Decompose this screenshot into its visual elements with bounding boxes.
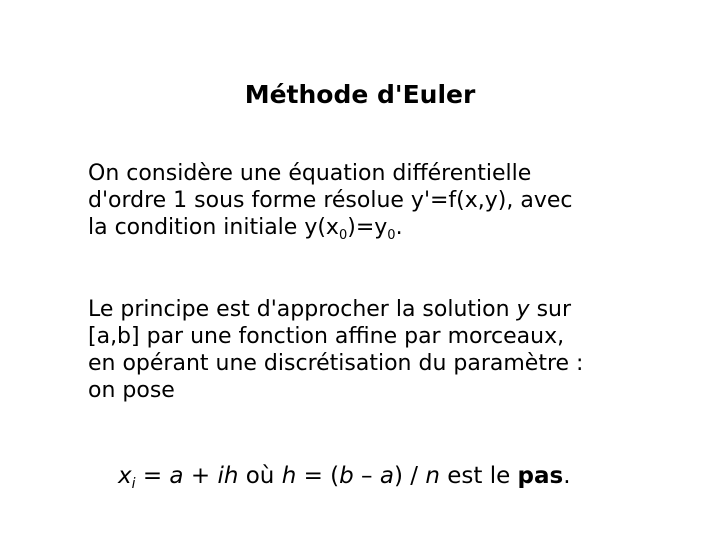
formula-i-subscript: i [131,476,136,492]
principle-text-b: sur [529,297,572,322]
x0-subscript: 0 [338,228,348,243]
formula-est-le: est le [439,463,518,489]
formula-period: . [563,463,571,489]
formula-h: h [281,463,297,489]
principle-line-4: on pose [88,378,175,403]
step-formula [118,461,571,491]
formula-x: x [118,463,132,489]
formula-a2: a [379,463,394,489]
formula-plus: + [183,463,218,489]
formula-a: a [169,463,184,489]
formula-divide: ) / [393,463,426,489]
intro-line-3 [88,214,668,241]
intro-period: . [395,215,403,240]
y0-subscript: 0 [387,228,396,243]
formula-equals-2: = ( [296,463,340,489]
formula-ou: où [238,463,282,489]
intro-line-1: On considère une équation différentielle [88,161,532,186]
formula-pas: pas [517,463,564,489]
principle-text-a: Le principe est d'approcher la solution [88,297,517,322]
principle-paragraph [88,296,668,404]
initial-condition-text: la condition initiale y(x [88,215,339,240]
formula-n: n [425,463,440,489]
formula-ih: ih [217,463,239,489]
formula-equals-1: = [135,463,170,489]
principle-line-2: [a,b] par une fonction affine par morceaux, [88,324,565,349]
slide-title: Méthode d'Euler [244,80,476,109]
principle-line-1 [88,296,668,323]
intro-line-2: d'ordre 1 sous forme résolue y'=f(x,y), avec [88,188,573,213]
formula-minus: – [353,463,380,489]
initial-condition-eq: )=y [347,215,388,240]
formula-b: b [339,463,354,489]
solution-variable: y [516,297,530,322]
principle-line-3: en opérant une discrétisation du paramètre : [88,351,584,376]
intro-paragraph [88,160,668,241]
